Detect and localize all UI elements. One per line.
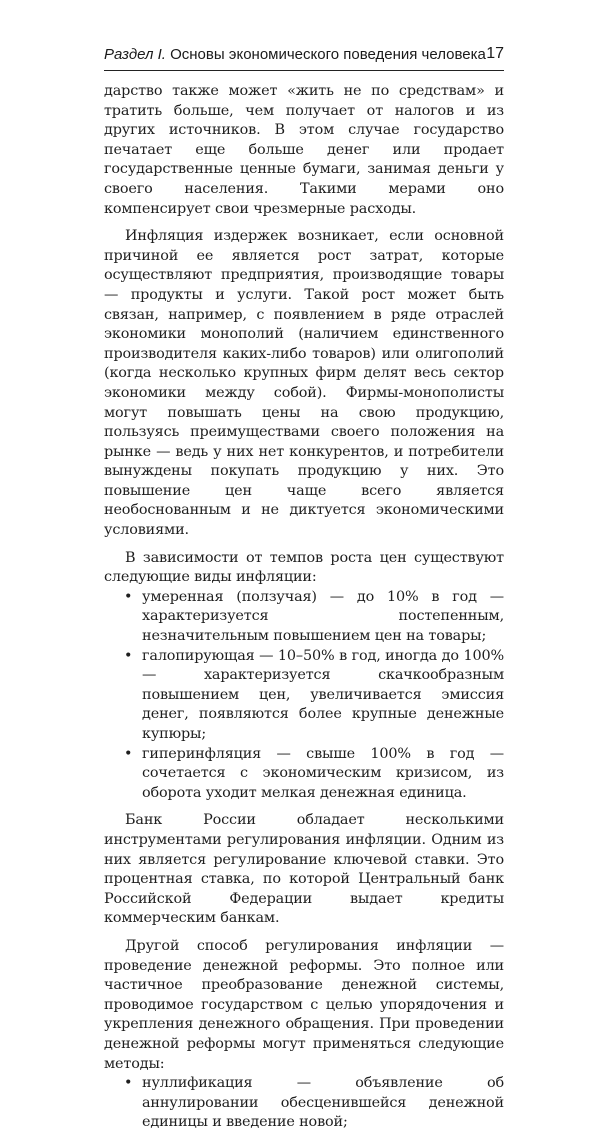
paragraph: В зависимости от темпов роста цен существуют следующие виды инфляции: bbox=[104, 549, 504, 586]
page-number: 17 bbox=[486, 45, 504, 62]
paragraph: Банк России обладает несколькими инструментами регулирования инфляции. Одним из них является регулирование ключевой ставки. Это процентная ставка, по которой Центральный банк Российской Федерации выдает кредиты коммерческим банкам. bbox=[104, 812, 504, 927]
list-item: • умеренная (ползучая) — до 10% в год — характеризуется постепенным, незначительным повышением цен на товары; bbox=[104, 588, 504, 647]
paragraph: Инфляция издержек возникает, если основной причиной ее является рост затрат, которые осуществляют предприятия, производящие товары — продукты и услуги. Такой рост может быть связан, например, с появлением в ряде отраслей экономики монополий (наличием единственного производителя каких-либо товаров) или олигополий (когда несколько крупных фирм делят весь сектор экономики между собой). Фирмы-монополисты могут повышать цены на свою продукцию, пользуясь преимуществами своего положения на рынке — ведь у них нет конкурентов, и потребители вынуждены покупать продукцию у них. Это повышение цен чаще всего является необоснованным и не диктуется экономическими условиями. bbox=[104, 228, 504, 539]
section-title: Основы экономического поведения человека bbox=[170, 46, 486, 63]
list-item: • гиперинфляция — свыше 100% в год — сочетается с экономическим кризисом, из оборота уходит мелкая денежная единица. bbox=[104, 745, 504, 804]
running-header bbox=[104, 46, 504, 63]
reform-methods-list bbox=[104, 1074, 504, 1133]
inflation-types-list bbox=[104, 588, 504, 804]
page-body bbox=[104, 82, 504, 1133]
section-label: Раздел I. bbox=[104, 46, 166, 63]
paragraph: Другой способ регулирования инфляции — проведение денежной реформы. Это полное или частичное преобразование денежной системы, проводимое государством с целью упорядочения и укрепления денежного обращения. При проведении денежной реформы могут применяться следующие методы: bbox=[104, 937, 504, 1072]
list-item: • галопирующая — 10–50% в год, иногда до 100% — характеризуется скачкообразным повышением цен, увеличивается эмиссия денег, появляются более крупные денежные купюры; bbox=[104, 647, 504, 745]
header-rule bbox=[104, 70, 504, 71]
list-item: • нуллификация — объявление об аннулировании обесценившейся денежной единицы и введение новой; bbox=[104, 1074, 504, 1133]
paragraph: дарство также может «жить не по средствам» и тратить больше, чем получает от налогов и из других источников. В этом случае государство печатает еще больше денег или продает государственные ценные бумаги, занимая деньги у своего населения. Такими мерами оно компенсирует свои чрезмерные расходы. bbox=[104, 83, 504, 217]
